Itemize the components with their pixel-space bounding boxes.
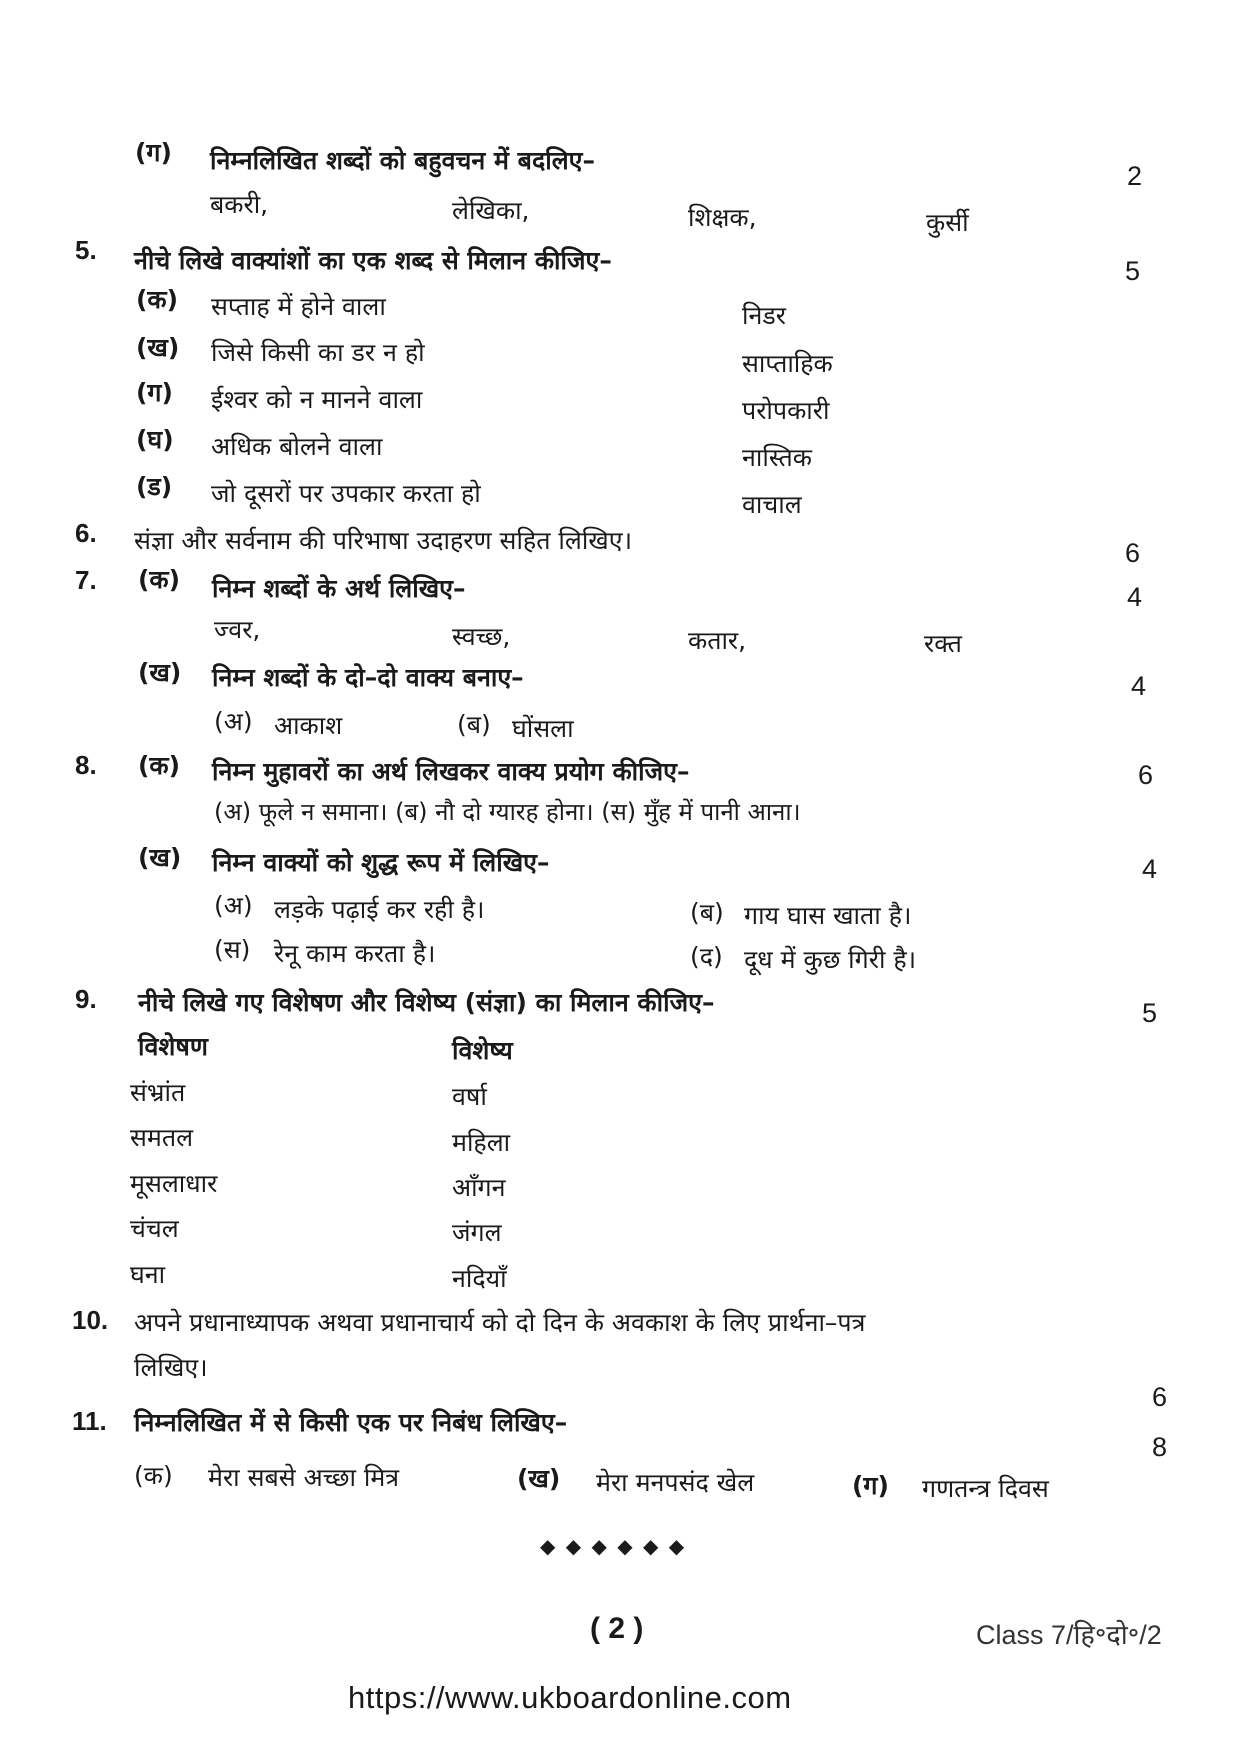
q8b-s2-label: (ब) bbox=[690, 898, 724, 927]
q8b-marks: 4 bbox=[1142, 854, 1158, 884]
q6-number: 6. bbox=[75, 518, 97, 548]
q9-col-visheshya: विशेष्य bbox=[452, 1036, 513, 1065]
q8b-s1: लड़के पढ़ाई कर रही है। bbox=[274, 895, 485, 924]
q11-marks: 8 bbox=[1152, 1432, 1168, 1462]
class-code: Class 7/हि॰दो॰/2 bbox=[976, 1620, 1162, 1650]
q11-opt1-label: (क) bbox=[134, 1461, 173, 1490]
q4g-word-3: शिक्षक, bbox=[688, 203, 757, 232]
q5-item-right: नास्तिक bbox=[742, 443, 813, 472]
q11-opt1: मेरा सबसे अच्छा मित्र bbox=[208, 1463, 400, 1492]
q9-left-item: समतल bbox=[130, 1123, 194, 1152]
q5-item-right: निडर bbox=[742, 301, 786, 330]
q7a-word-3: कतार, bbox=[688, 626, 747, 655]
q8b-s3-label: (स) bbox=[214, 935, 251, 964]
q10-line-2: लिखिए। bbox=[134, 1353, 208, 1382]
page-number: ( 2 ) bbox=[590, 1612, 644, 1645]
q9-left-item: संभ्रांत bbox=[130, 1078, 186, 1107]
q5-item-left: जो दूसरों पर उपकार करता हो bbox=[211, 479, 481, 508]
q5-number: 5. bbox=[75, 235, 97, 265]
q7a-text: निम्न शब्दों के अर्थ लिखिए– bbox=[212, 574, 466, 603]
q10-number: 10. bbox=[72, 1305, 109, 1335]
q5-text: नीचे लिखे वाक्यांशों का एक शब्द से मिलान कीजिए– bbox=[134, 246, 612, 275]
q7b-opt1: आकाश bbox=[274, 711, 343, 740]
q7a-word-1: ज्वर, bbox=[214, 615, 261, 644]
q5-item-label: (घ) bbox=[136, 425, 174, 454]
q6-marks: 6 bbox=[1125, 538, 1141, 568]
q9-left-item: घना bbox=[130, 1260, 166, 1289]
q7b-opt1-label: (अ) bbox=[214, 707, 253, 736]
diamond-divider: ◆ ◆ ◆ ◆ ◆ ◆ bbox=[540, 1534, 687, 1558]
q9-right-item: आँगन bbox=[452, 1173, 506, 1202]
q8b-s4: दूध में कुछ गिरी है। bbox=[744, 945, 917, 974]
q8a-text: निम्न मुहावरों का अर्थ लिखकर वाक्य प्रयोग कीजिए– bbox=[212, 757, 690, 786]
q7a-word-4: रक्त bbox=[924, 629, 962, 658]
q5-item-label: (ड) bbox=[136, 472, 173, 501]
q5-item-right: वाचाल bbox=[742, 490, 802, 519]
q11-opt2-label: (ख) bbox=[517, 1464, 561, 1493]
q8b-s2: गाय घास खाता है। bbox=[744, 901, 912, 930]
q8b-s3: रेनू काम करता है। bbox=[274, 939, 436, 968]
q9-right-item: नदियाँ bbox=[452, 1264, 507, 1293]
q8b-text: निम्न वाक्यों को शुद्ध रूप में लिखिए– bbox=[212, 848, 550, 877]
q9-right-item: महिला bbox=[452, 1128, 511, 1157]
q11-opt3-label: (ग) bbox=[852, 1471, 889, 1500]
q4g-word-1: बकरी, bbox=[210, 190, 269, 219]
q8-number: 8. bbox=[75, 750, 97, 780]
q10-line-1: अपने प्रधानाध्यापक अथवा प्रधानाचार्य को दो दिन के अवकाश के लिए प्रार्थना–पत्र bbox=[134, 1308, 866, 1337]
q7a-label: (क) bbox=[138, 565, 181, 594]
q9-left-item: चंचल bbox=[130, 1214, 179, 1243]
q5-item-right: परोपकारी bbox=[742, 396, 830, 425]
q9-right-item: जंगल bbox=[452, 1218, 502, 1247]
q8b-s4-label: (द) bbox=[690, 942, 723, 971]
q8b-label: (ख) bbox=[138, 843, 182, 872]
q5-item-left: जिसे किसी का डर न हो bbox=[211, 338, 425, 367]
q4g-label: (ग) bbox=[135, 138, 172, 167]
q11-number: 11. bbox=[72, 1406, 107, 1436]
q7-number: 7. bbox=[75, 565, 97, 595]
q7b-text: निम्न शब्दों के दो–दो वाक्य बनाए– bbox=[212, 663, 524, 692]
q7a-marks: 4 bbox=[1127, 582, 1143, 612]
q11-opt3: गणतन्त्र दिवस bbox=[922, 1474, 1049, 1503]
q7b-label: (ख) bbox=[138, 658, 182, 687]
q4g-word-2: लेखिका, bbox=[452, 196, 530, 225]
q8b-s1-label: (अ) bbox=[214, 891, 253, 920]
q9-number: 9. bbox=[75, 984, 97, 1014]
q5-item-label: (क) bbox=[136, 285, 179, 314]
q8a-idioms: (अ) फूले न समाना। (ब) नौ दो ग्यारह होना। (स) मुँह में पानी आना। bbox=[214, 798, 801, 826]
q5-marks: 5 bbox=[1125, 256, 1141, 286]
q9-text: नीचे लिखे गए विशेषण और विशेष्य (संज्ञा) का मिलान कीजिए– bbox=[138, 988, 715, 1017]
q6-text: संज्ञा और सर्वनाम की परिभाषा उदाहरण सहित लिखिए। bbox=[134, 526, 633, 555]
q10-marks: 6 bbox=[1152, 1382, 1168, 1412]
q9-marks: 5 bbox=[1142, 998, 1158, 1028]
q8a-label: (क) bbox=[138, 751, 181, 780]
q9-right-item: वर्षा bbox=[452, 1082, 487, 1111]
q5-item-label: (ग) bbox=[136, 378, 173, 407]
q7b-opt2-label: (ब) bbox=[457, 710, 491, 739]
q4g-word-4: कुर्सी bbox=[926, 208, 969, 237]
q5-item-left: ईश्वर को न मानने वाला bbox=[211, 385, 423, 414]
q9-left-item: मूसलाधार bbox=[130, 1169, 218, 1198]
q5-item-left: अधिक बोलने वाला bbox=[211, 432, 383, 461]
q8a-marks: 6 bbox=[1138, 760, 1154, 790]
q4g-marks: 2 bbox=[1127, 161, 1143, 191]
q4g-text: निम्नलिखित शब्दों को बहुवचन में बदलिए– bbox=[210, 146, 595, 175]
q7b-opt2: घोंसला bbox=[512, 714, 574, 743]
q7a-word-2: स्वच्छ, bbox=[452, 622, 511, 651]
q9-col-visheshan: विशेषण bbox=[138, 1032, 208, 1061]
q11-text: निम्नलिखित में से किसी एक पर निबंध लिखिए– bbox=[134, 1408, 568, 1437]
q7b-marks: 4 bbox=[1131, 671, 1147, 701]
q5-item-right: साप्ताहिक bbox=[742, 349, 833, 378]
q5-item-label: (ख) bbox=[136, 333, 180, 362]
q11-opt2: मेरा मनपसंद खेल bbox=[596, 1468, 755, 1497]
q5-item-left: सप्ताह में होने वाला bbox=[211, 292, 386, 321]
website-url: https://www.ukboardonline.com bbox=[348, 1680, 792, 1715]
